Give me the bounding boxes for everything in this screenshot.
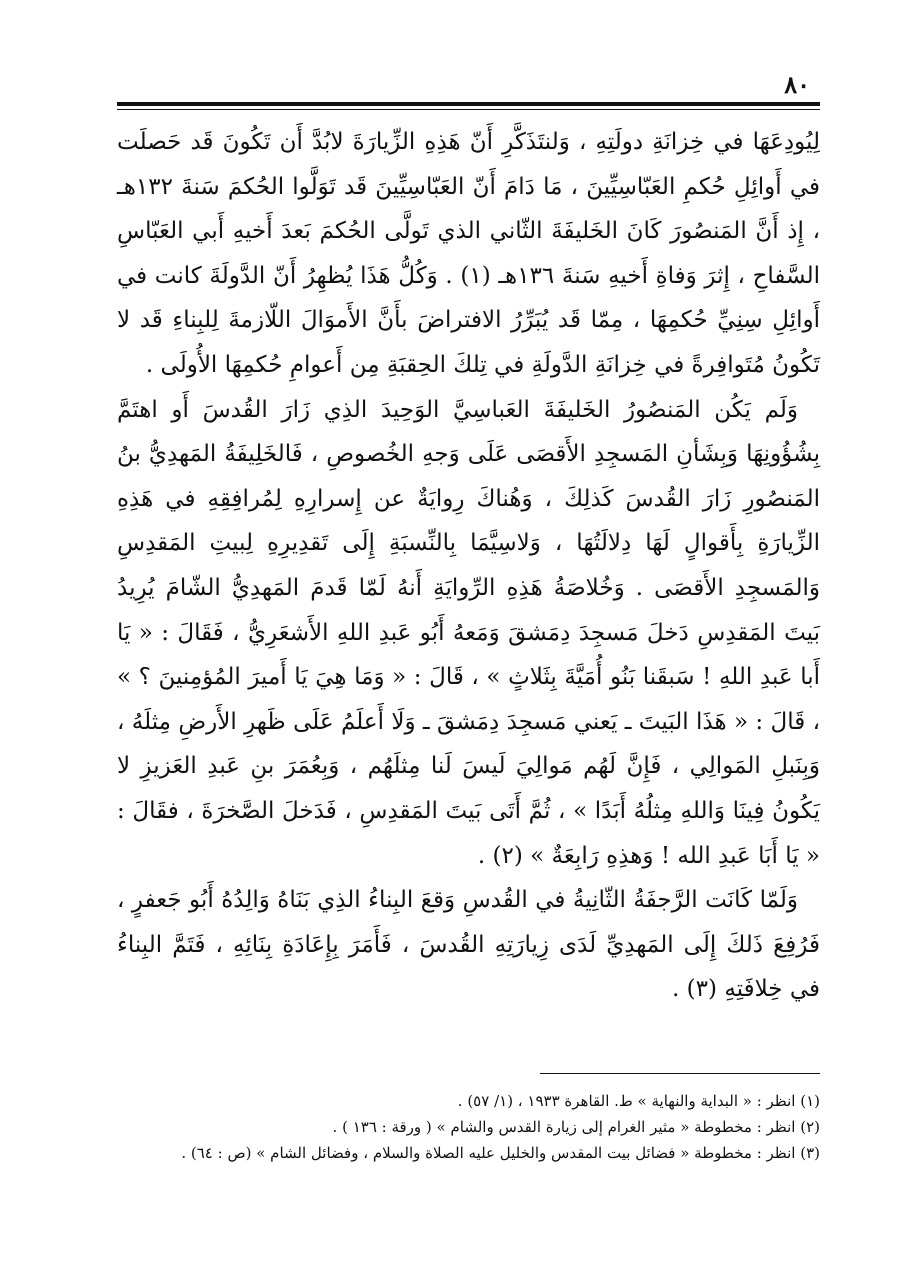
footnote-2: (٢) انظر : مخطوطة « مثير الغرام إلى زيارة القدس والشام » ( ورقة : ١٣٦ ) . bbox=[332, 1118, 820, 1136]
main-text bbox=[117, 120, 820, 1012]
footnote-1: (١) انظر : « البداية والنهاية » ط. القاهرة ١٩٣٣ ، (١/ ٥٧) . bbox=[457, 1092, 820, 1110]
paragraph-3: وَلَمّا كَانَت الرَّجفَةُ الثّانِيةُ في القُدسِ وَقعَ البِناءُ الذِي بَنَاهُ وَالِدُهُ أَبُو جَعفرٍ ، فَرُفِعَ ذَلكَ إِلَى المَهدِيِّ لَدَى زِيارَتِهِ القُدسَ ، فَأَمَرَ بِإِعَادَةِ بِنَائِهِ ، فَتَمَّ البِناءُ في خِلافَتِهِ (٣) . bbox=[117, 887, 820, 1003]
header-rule-thin bbox=[117, 109, 820, 110]
header-rule bbox=[117, 102, 820, 106]
paragraph-2: وَلَم يَكُن المَنصُورُ الخَليفَةَ العَباسِيَّ الوَحِيدَ الذِي زَارَ القُدسَ أَو اهتَمَّ بِشُؤُونِهَا وَبِشَأنِ المَسجِدِ الأَقصَى عَلَى وَجهِ الخُصوصِ ، فَالخَلِيفَةُ المَهدِيُّ بنُ المَنصُورِ زَارَ القُدسَ كَذلِكَ ، وَهُناكَ رِوايَةٌ عن إِسرارِهِ لِمُرافِقِهِ في هَذِهِ الزِّيارَةِ بِأَقوالٍ لَهَا دِلالَتُهَا ، وَلاسِيَّمَا بِالنِّسبَةِ إِلَى تَقدِيرِهِ لِبيتِ المَقدِسِ وَالمَسجِدِ الأَقصَى . وَخُلاصَةُ هَذِهِ الرِّوايَةِ أَنهُ لَمّا قَدمَ المَهدِيُّ الشّامَ يُرِيدُ بَيتَ المَقدِسِ دَخلَ مَسجِدَ دِمَشقَ وَمَعهُ أَبُو عَبدِ اللهِ الأَشعَرِيُّ ، فَقَالَ : « يَا أَبا عَبدِ اللهِ ! سَبقَنا بَنُو أُمَيَّةَ بِثَلاثٍ » ، قَالَ : « وَمَا هِيَ يَا أَميرَ المُؤمِنينَ ؟ » ، قَالَ : « هَذَا البَيتَ ـ يَعني مَسجِدَ دِمَشقَ ـ وَلَا أَعلَمُ عَلَى ظَهرِ الأَرضِ مِثلَهُ ، وَبِنَبلِ المَوالِي ، فَإِنَّ لَهُم مَوالِيَ لَيسَ لَنا مِثلَهُم ، وَبِعُمَرَ بنِ عَبدِ العَزيزِ لا يَكُونُ فِينَا وَاللهِ مِثلُهُ أَبَدًا » ، ثُمَّ أَتَى بَيتَ المَقدِسِ ، فَدَخلَ الصَّخرَةَ ، فقَالَ : « يَا أَبَا عَبدِ الله ! وَهذِهِ رَابِعَةٌ » (٢) . bbox=[117, 396, 821, 869]
page-number: ٨٠ bbox=[784, 70, 810, 99]
paragraph-1: لِيُودِعَهَا في خِزانَةِ دولَتِهِ ، وَلنتَذَكَّرِ أَنّ هَذِهِ الزِّيارَةَ لابُدَّ أَن تَكُونَ قَد حَصلَت في أَوائِلِ حُكمِ العَبّاسِيِّينَ ، مَا دَامَ أَنّ العَبّاسِيِّينَ قَد تَوَلَّوا الحُكمَ سَنةَ ١٣٢هـ ، إِذ أَنَّ المَنصُورَ كَانَ الخَليفَةَ الثّاني الذي تَولَّى الحُكمَ بَعدَ أَخيهِ أَبي العَبّاسِ السَّفاحِ ، إِثرَ وَفاةِ أَخيهِ سَنةَ ١٣٦هـ (١) . وَكُلُّ هَذَا يُظهِرُ أَنّ الدَّولَةَ كانت في أَوائِلِ سِنِيِّ حُكمِهَا ، مِمّا قَد يُبَرِّرُ الافتراضَ بأَنَّ الأَموَالَ اللّازمةَ لِلبِناءِ قَد لا تَكُونُ مُتَوافِرةً في خِزانَةِ الدَّولَةِ في تِلكَ الحِقبَةِ مِن أَعوامِ حُكمِهَا الأُولَى . bbox=[117, 129, 820, 378]
footnotes bbox=[117, 1088, 820, 1166]
footnote-3: (٣) انظر : مخطوطة « فضائل بيت المقدس والخليل عليه الصلاة والسلام ، وفضائل الشام » (ص : ٦٤) . bbox=[181, 1144, 820, 1162]
footnote-separator bbox=[540, 1073, 820, 1074]
